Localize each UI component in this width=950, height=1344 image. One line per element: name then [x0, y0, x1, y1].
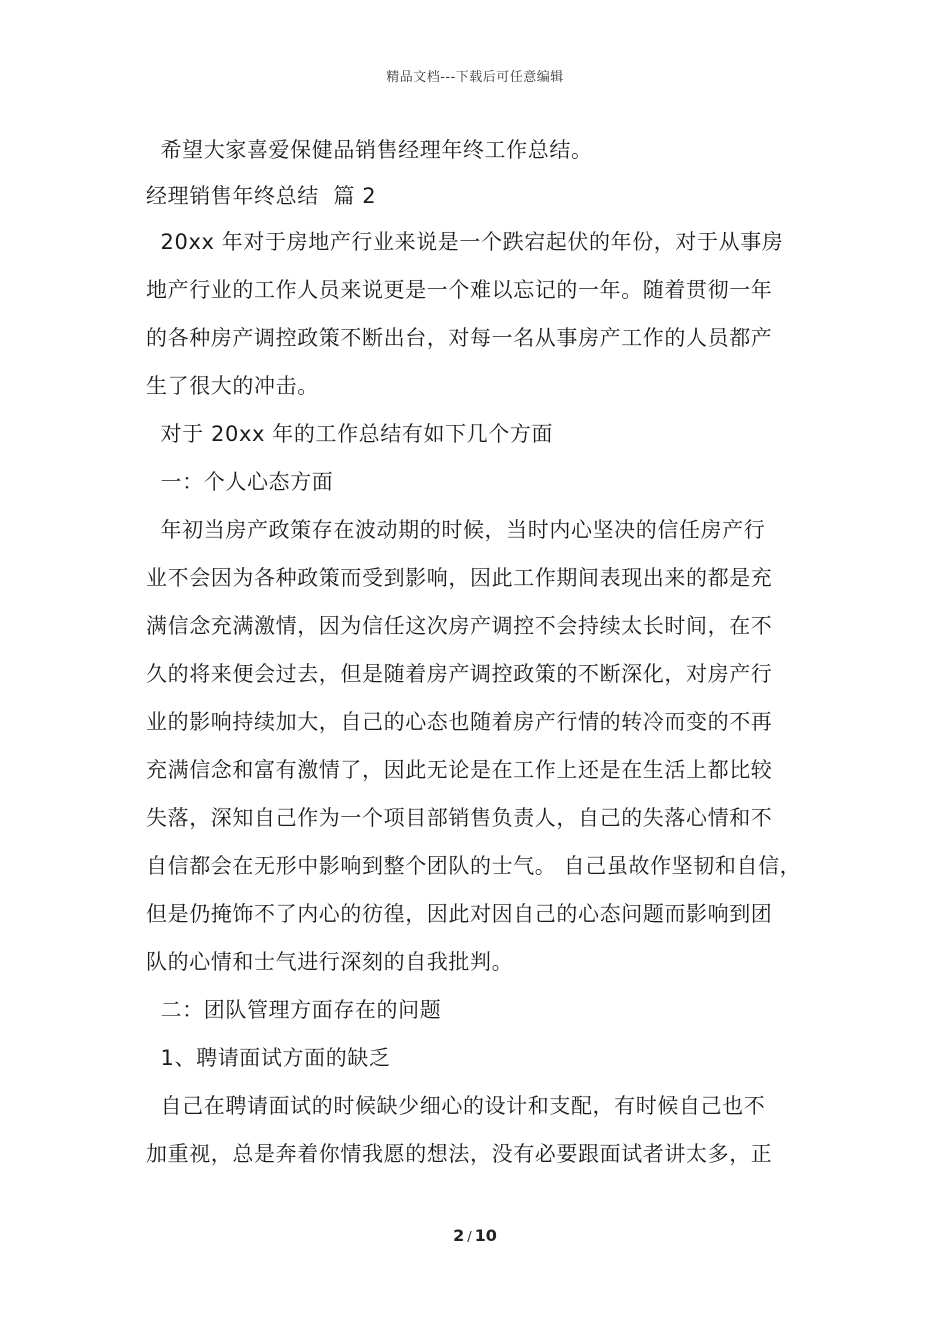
paragraph-line: 队的心情和士气进行深刻的自我批判。	[146, 950, 514, 974]
section-heading: 经理销售年终总结 篇 2	[146, 184, 377, 208]
paragraph-line: 生了很大的冲击。	[146, 374, 319, 398]
subsection-heading: 1、聘请面试方面的缺乏	[146, 1046, 391, 1070]
paragraph-line: 自信都会在无形中影响到整个团队的士气。 自己虽故作坚韧和自信，	[146, 854, 802, 878]
paragraph-line: 年初当房产政策存在波动期的时候，当时内心坚决的信任房产行	[146, 518, 766, 542]
paragraph-line: 失落，深知自己作为一个项目部销售负责人，自己的失落心情和不	[146, 806, 773, 830]
paragraph-line: 自己在聘请面试的时候缺少细心的设计和支配，有时候自己也不	[146, 1094, 766, 1118]
subsection-heading: 二：团队管理方面存在的问题	[146, 998, 442, 1022]
document-body	[146, 126, 826, 1178]
subsection-heading: 一：个人心态方面	[146, 470, 334, 494]
paragraph-line: 加重视，总是奔着你情我愿的想法，没有必要跟面试者讲太多，正	[146, 1142, 773, 1166]
total-pages: 10	[474, 1226, 497, 1245]
paragraph-line: 充满信念和富有激情了，因此无论是在工作上还是在生活上都比较	[146, 758, 773, 782]
paragraph-line: 20xx 年对于房地产行业来说是一个跌宕起伏的年份，对于从事房	[146, 230, 784, 254]
page-separator: /	[467, 1230, 472, 1245]
paragraph-line: 满信念充满激情，因为信任这次房产调控不会持续太长时间，在不	[146, 614, 773, 638]
paragraph-line: 但是仍掩饰不了内心的彷徨，因此对因自己的心态问题而影响到团	[146, 902, 773, 926]
paragraph-line: 久的将来便会过去，但是随着房产调控政策的不断深化，对房产行	[146, 662, 773, 686]
current-page: 2	[453, 1226, 465, 1245]
page-header: 精品文档---下载后可任意编辑	[386, 70, 564, 85]
paragraph-line: 希望大家喜爱保健品销售经理年终工作总结。	[146, 138, 593, 162]
paragraph-line: 对于 20xx 年的工作总结有如下几个方面	[146, 422, 554, 446]
paragraph-line: 的各种房产调控政策不断出台，对每一名从事房产工作的人员都产	[146, 326, 773, 350]
paragraph-line: 业的影响持续加大，自己的心态也随着房产行情的转冷而变的不再	[146, 710, 773, 734]
paragraph-line: 地产行业的工作人员来说更是一个难以忘记的一年。随着贯彻一年	[146, 278, 773, 302]
paragraph-line: 业不会因为各种政策而受到影响，因此工作期间表现出来的都是充	[146, 566, 773, 590]
page-number	[0, 1226, 950, 1245]
